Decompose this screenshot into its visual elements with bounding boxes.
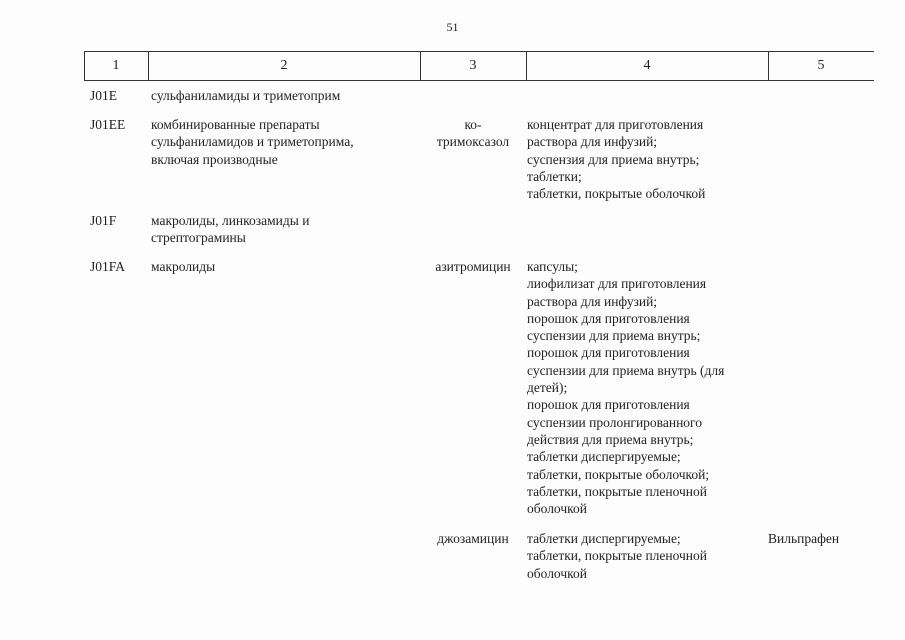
drug-name: ко- тримоксазол — [436, 117, 510, 150]
column-header-1: 1 — [112, 58, 120, 73]
drug-name: джозамицин — [437, 531, 509, 546]
column-header-3: 3 — [469, 58, 477, 73]
atc-group-name: комбинированные препараты сульфаниламидов и триметоприма, включая производные — [151, 117, 354, 167]
atc-group-name: сульфаниламиды и триметоприм — [151, 88, 341, 103]
page-number: 51 — [446, 20, 459, 34]
atc-code: J01F — [90, 213, 117, 228]
table-header-bottom-rule — [84, 80, 874, 81]
column-header-4: 4 — [643, 58, 651, 73]
dosage-forms: концентрат для приготовления раствора для инфузий; суспензия для приема внутрь; таблетки; таблетки, покрытые оболочкой — [527, 117, 706, 202]
dosage-forms: таблетки диспергируемые; таблетки, покрытые пленочной оболочкой — [527, 531, 708, 581]
atc-code: J01FA — [90, 259, 126, 274]
atc-code: J01EE — [90, 117, 126, 132]
atc-group-name: макролиды, линкозамиды и стрептограмины — [151, 213, 310, 246]
dosage-forms: капсулы; лиофилизат для приготовления раствора для инфузий; порошок для приготовления суспензии для приема внутрь; порошок для приготовления суспензии для приема внутрь (для детей); порошок для приготовления суспензии пролонгированного действия для приема внутрь; таблетки диспергируемые; таблетки, покрытые оболочкой; таблетки, покрытые пленочной оболочкой — [527, 259, 725, 517]
atc-code: J01E — [90, 88, 117, 103]
drug-name: азитромицин — [435, 259, 511, 274]
column-header-5: 5 — [817, 58, 825, 73]
atc-group-name: макролиды — [151, 259, 216, 274]
trade-name: Вильпрафен — [768, 531, 840, 546]
table-header-top-rule — [84, 51, 874, 52]
column-header-2: 2 — [280, 58, 288, 73]
